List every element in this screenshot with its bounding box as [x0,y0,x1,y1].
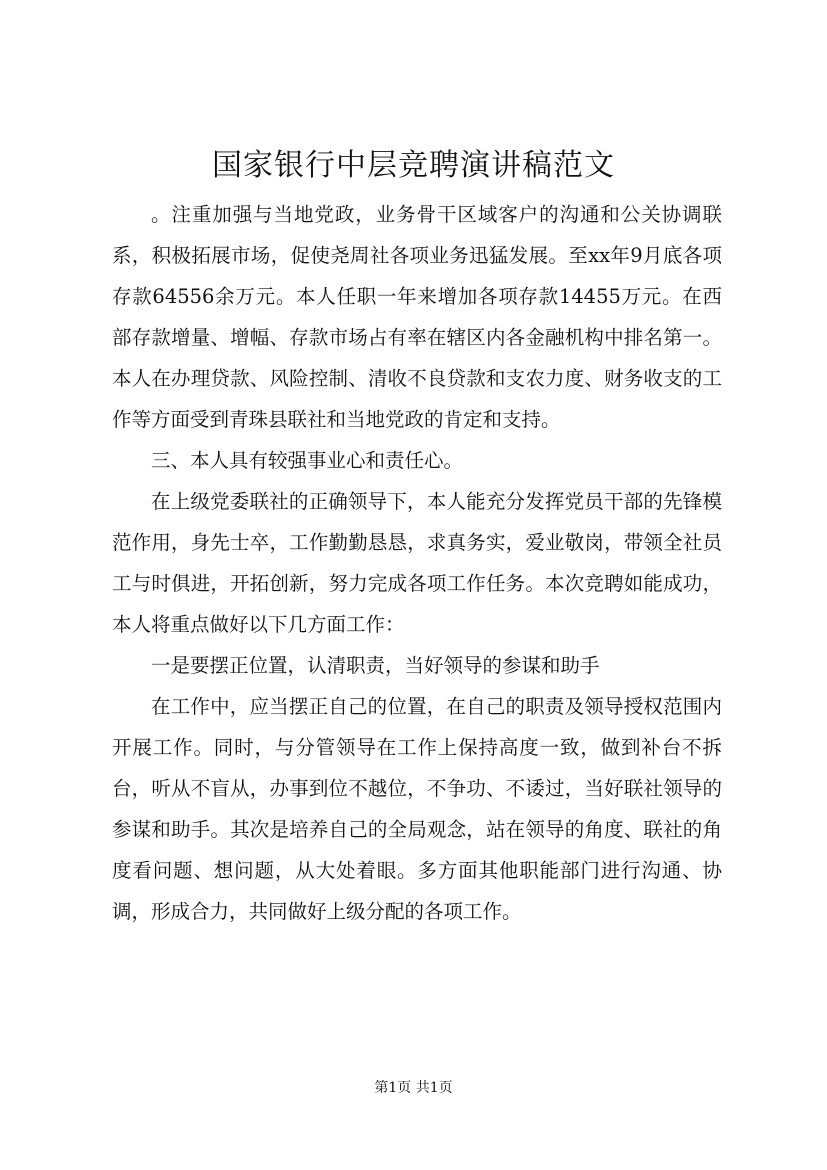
page-footer: 第1页 共1页 [374,1080,453,1096]
document-body [112,194,722,932]
paragraph-1: 。注重加强与当地党政，业务骨干区域客户的沟通和公关协调联系，积极拓展市场，促使尧周社各项业务迅猛发展。至xx年9月底各项存款64556余万元。本人任职一年来增加各项存款14455万元。在西部存款增量、增幅、存款市场占有率在辖区内各金融机构中排名第一。本人在办理贷款、风险控制、清收不良贷款和支农力度、财务收支的工作等方面受到青珠县联社和当地党政的肯定和支持。 [112,203,722,431]
paragraph-5: 在工作中，应当摆正自己的位置，在自己的职责及领导授权范围内开展工作。同时，与分管领导在工作上保持高度一致，做到补台不拆台，听从不盲从，办事到位不越位，不争功、不诿过，当好联社领导的参谋和助手。其次是培养自己的全局观念，站在领导的角度、联社的角度看问题、想问题，从大处着眼。多方面其他职能部门进行沟通、协调，形成合力，共同做好上级分配的各项工作。 [112,695,722,923]
document-title: 国家银行中层竞聘演讲稿范文 [212,148,615,183]
paragraph-4: 一是要摆正位置，认清职责，当好领导的参谋和助手 [151,654,600,677]
paragraph-2: 三、本人具有较强事业心和责任心。 [151,449,464,472]
paragraph-3: 在上级党委联社的正确领导下，本人能充分发挥党员干部的先锋模范作用，身先士卒，工作勤勤恳恳，求真务实，爱业敬岗，带领全社员工与时俱进，开拓创新，努力完成各项工作任务。本次竞聘如能成功，本人将重点做好以下几方面工作： [112,490,722,636]
